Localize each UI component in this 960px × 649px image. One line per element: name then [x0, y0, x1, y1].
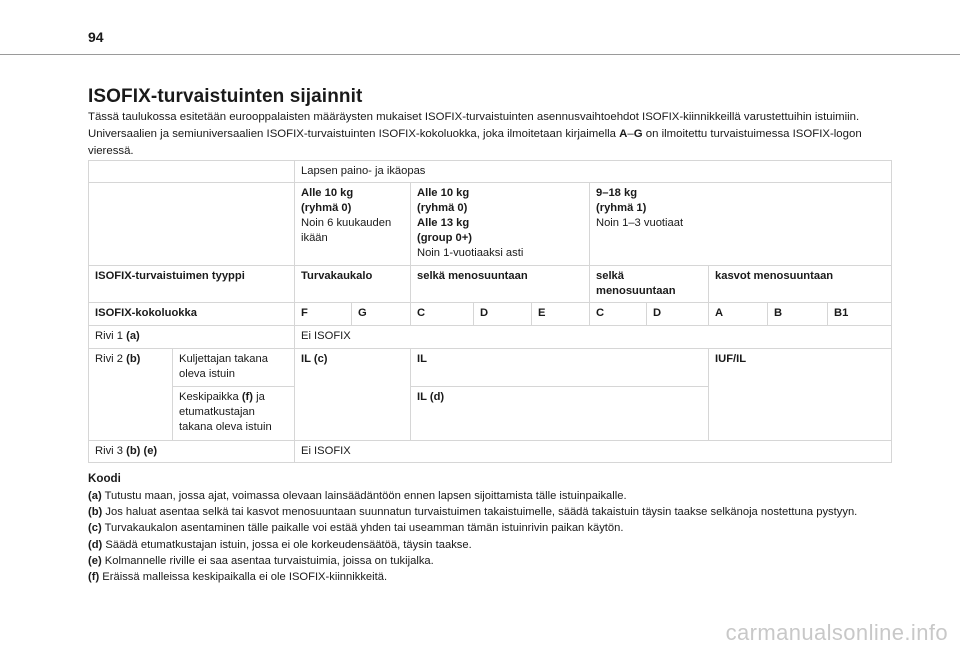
cell-iuf-il: IUF/IL — [709, 349, 892, 441]
table-row-weights — [89, 183, 892, 266]
class-cell: B1 — [828, 303, 892, 326]
weight-group-0: Alle 10 kg (ryhmä 0) Noin 6 kuukauden ikään — [295, 183, 411, 266]
watermark: carmanualsonline.info — [725, 620, 948, 645]
type-cell: Turvakaukalo — [295, 266, 411, 303]
table-row-rivi-3 — [89, 441, 892, 463]
note-d: (d) Säädä etumatkustajan istuin, jossa ei ole korkeudensäätöä, täysin taakse. — [88, 538, 472, 551]
row-1-label: Rivi 1 (a) — [89, 326, 295, 349]
table-row-rivi-2-driver — [89, 349, 892, 387]
cell-il-c: IL (c) — [295, 349, 411, 441]
type-cell: selkä menosuuntaan — [590, 266, 709, 303]
table-row-type — [89, 266, 892, 303]
cell-il: IL — [411, 349, 709, 387]
class-cell: D — [474, 303, 532, 326]
class-cell: E — [532, 303, 590, 326]
class-cell: G — [352, 303, 411, 326]
top-rule — [0, 54, 960, 55]
weight-group-1: 9–18 kg (ryhmä 1) Noin 1–3 vuotiaat — [590, 183, 892, 266]
table-row-rivi-1 — [89, 326, 892, 349]
cell-il-d: IL (d) — [411, 387, 709, 441]
row-3-label: Rivi 3 (b) (e) — [89, 441, 295, 463]
note-e: (e) Kolmannelle riville ei saa asentaa turvaistuimia, joissa on tukijalka. — [88, 554, 434, 567]
row-3-value: Ei ISOFIX — [295, 441, 892, 463]
weight-group-0plus: Alle 10 kg (ryhmä 0) Alle 13 kg (group 0+) Noin 1-vuotiaaksi asti — [411, 183, 590, 266]
empty-cell — [89, 161, 295, 183]
koodi-notes — [88, 488, 888, 585]
page-number: 94 — [88, 29, 104, 45]
note-f: (f) Eräissä malleissa keskipaikalla ei ole ISOFIX-kiinnikkeitä. — [88, 571, 388, 584]
empty-cell — [89, 183, 295, 266]
class-cell: C — [411, 303, 474, 326]
note-b: (b) Jos haluat asentaa selkä tai kasvot menosuuntaan suunnatun turvaistuimen takaistuimelle, säädä takaistuin täysin taakse selkänoja nostettuna pystyyn. — [88, 506, 858, 519]
note-a: (a) Tutustu maan, jossa ajat, voimassa olevaan lainsäädäntöön ennen lapsen sijoittamista tälle istuinpaikalle. — [88, 490, 627, 502]
type-cell: selkä menosuuntaan — [411, 266, 590, 303]
class-cell: D — [647, 303, 709, 326]
class-cell: B — [768, 303, 828, 326]
page-title: ISOFIX-turvaistuinten sijainnit — [88, 86, 363, 107]
table-row-guide — [89, 161, 892, 183]
row-1-value: Ei ISOFIX — [295, 326, 892, 349]
class-label: ISOFIX-kokoluokka — [89, 303, 295, 326]
isofix-table — [88, 160, 892, 463]
type-cell: kasvot menosuuntaan — [709, 266, 892, 303]
intro-text — [88, 109, 888, 160]
row-2-label: Rivi 2 (b) — [89, 349, 173, 441]
intro-paragraph-2: Universaalien ja semiuniversaalien ISOFIX-turvaistuinten ISOFIX-kokoluokka, joka ilmoitetaan kirjaimella A–G on ilmoitettu turvaistuimessa ISOFIX-logon vieressä. — [88, 128, 862, 157]
row-2-center-seat: Keskipaikka (f) ja etumatkustajan takana oleva istuin — [173, 387, 295, 441]
type-label: ISOFIX-turvaistuimen tyyppi — [89, 266, 295, 303]
intro-paragraph-1: Tässä taulukossa esitetään eurooppalaisten määräysten mukaiset ISOFIX-turvaistuinten asennusvaihtoehdot ISOFIX-kiinnikkeillä varustettuihin istuimiin. — [88, 111, 860, 123]
guide-header: Lapsen paino- ja ikäopas — [295, 161, 892, 183]
class-cell: C — [590, 303, 647, 326]
koodi-title: Koodi — [88, 472, 121, 485]
class-cell: A — [709, 303, 768, 326]
class-cell: F — [295, 303, 352, 326]
table-row-classes — [89, 303, 892, 326]
row-2-driver-seat: Kuljettajan takana oleva istuin — [173, 349, 295, 387]
note-c: (c) Turvakaukalon asentaminen tälle paikalle voi estää yhden tai useamman tämän istuinrivin paikan käytön. — [88, 522, 624, 535]
